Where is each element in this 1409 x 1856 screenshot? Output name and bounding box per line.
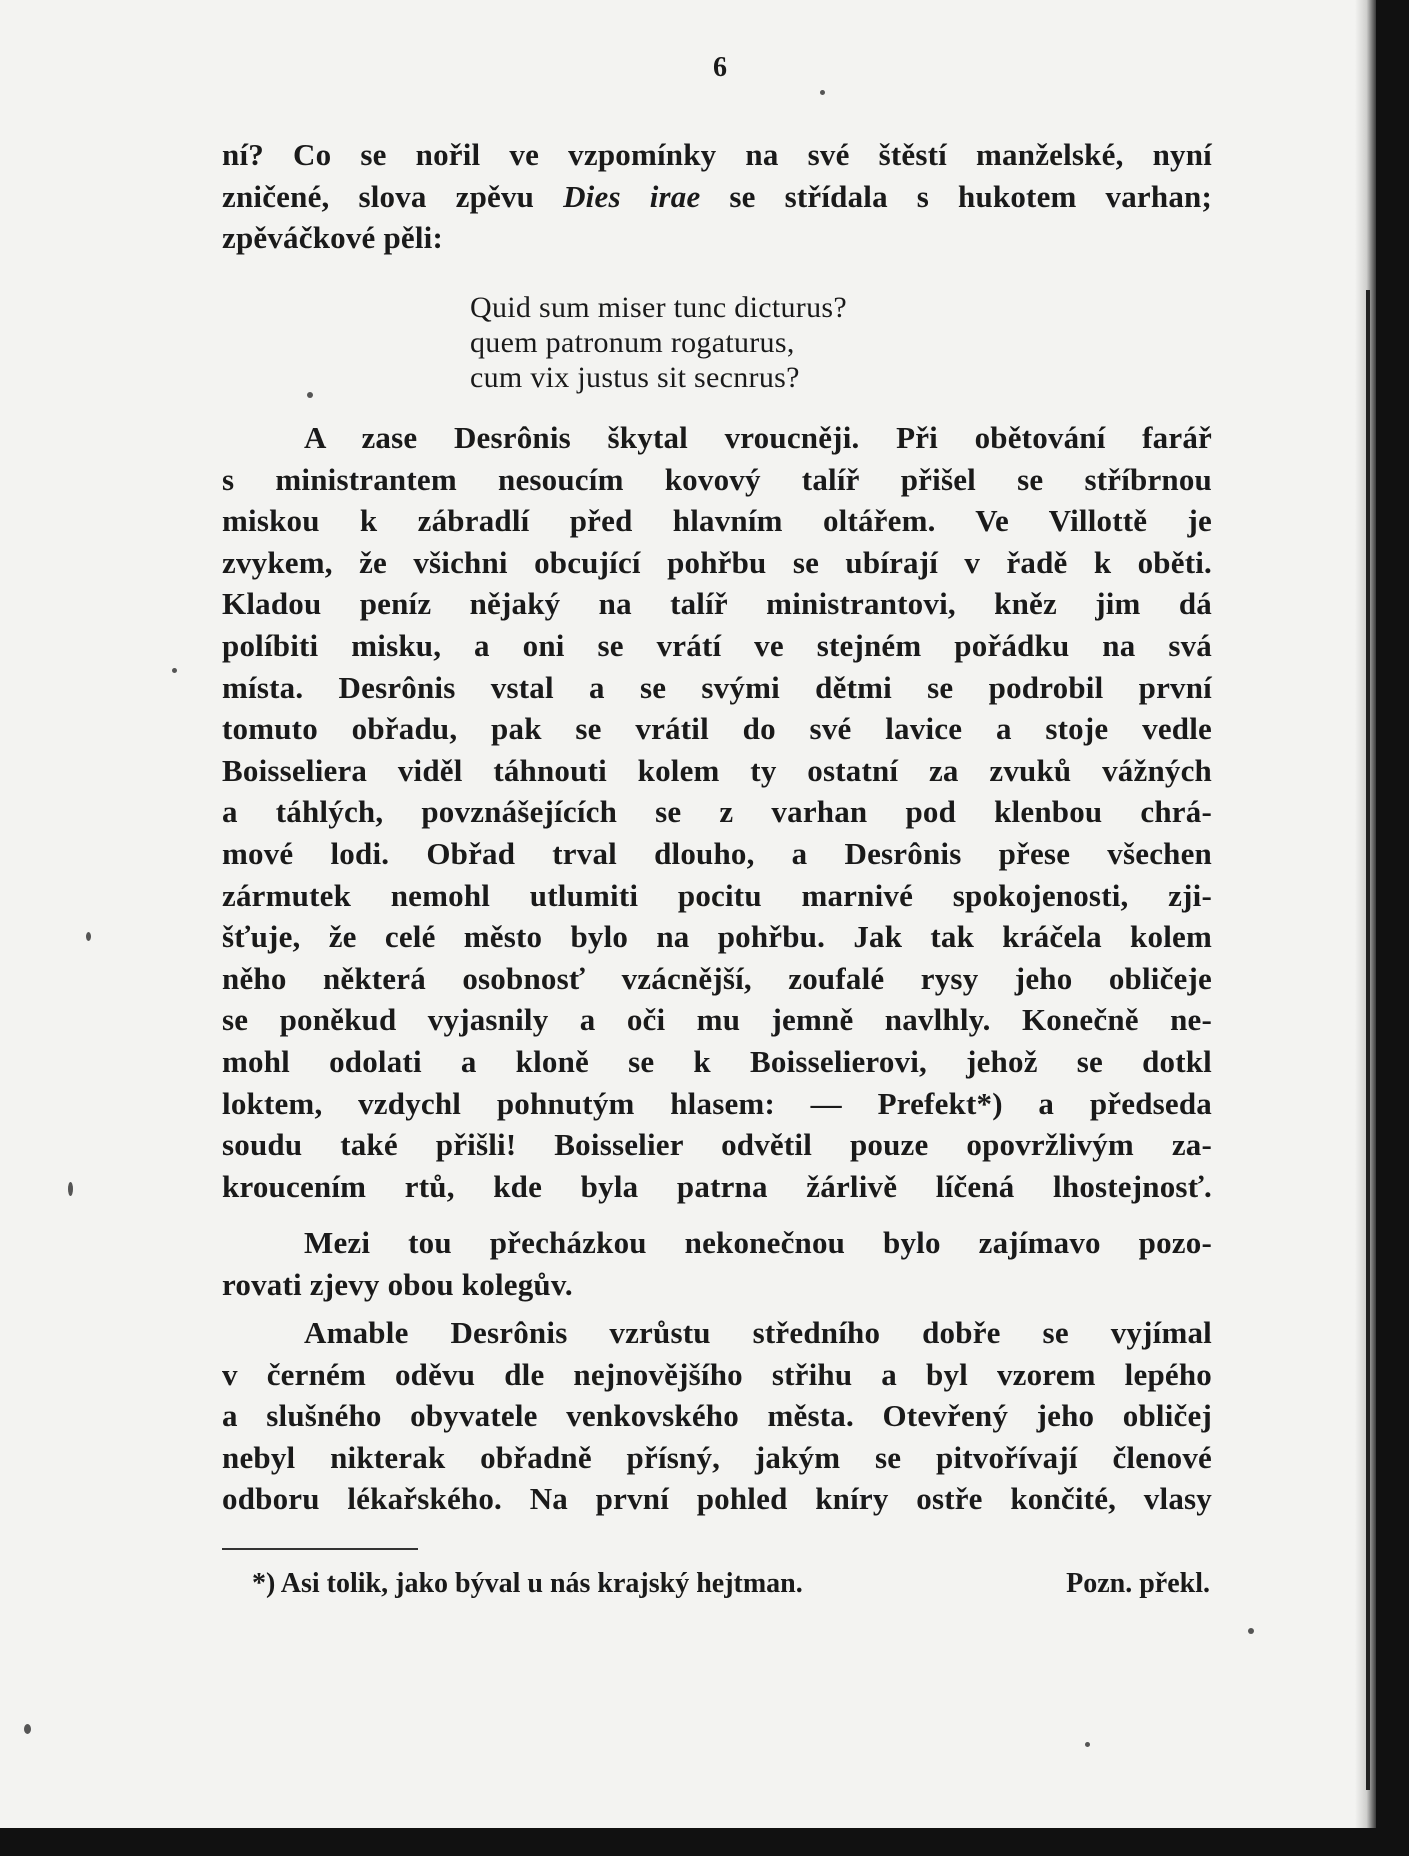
scan-speck xyxy=(68,1182,73,1196)
text-line: místa. Desrônis vstal a se svými dětmi se podrobil první xyxy=(222,669,1212,705)
footnote xyxy=(252,1568,1210,1600)
text-line: Boisseliera viděl táhnouti kolem ty ostatní za zvuků vážných xyxy=(222,752,1212,788)
footnote-rule xyxy=(222,1548,418,1550)
italic-title: Dies irae xyxy=(563,178,701,214)
verse-line: Quid sum miser tunc dicturus? xyxy=(470,291,847,324)
text-line: nebyl nikterak obřadně přísný, jakým se pitvořívají členové xyxy=(222,1439,1212,1475)
text-line: ní? Co se nořil ve vzpomínky na své štěstí manželské, nyní xyxy=(222,137,1212,172)
text-line: kroucením rtů, kde byla patrna žárlivě líčená lhostejnosť. xyxy=(222,1168,1212,1204)
verse-line: quem patronum rogaturus, xyxy=(470,326,795,359)
text-line: rovati zjevy obou kolegův. xyxy=(222,1266,573,1302)
binding-edge-line xyxy=(1366,290,1370,1790)
text-line: a táhlých, povznášejících se z varhan pod klenbou chrá- xyxy=(222,794,1212,830)
text-line: se poněkud vyjasnily a oči mu jemně navlhly. Konečně ne- xyxy=(222,1002,1212,1038)
text-line: mohl odolati a kloně se k Boisselierovi, jehož se dotkl xyxy=(222,1043,1212,1079)
text-line: zvykem, že všichni obcující pohřbu se ubírají v řadě k oběti. xyxy=(222,544,1212,580)
text-line: A zase Desrônis škytal vroucněji. Při obětování farář xyxy=(304,420,1212,455)
scan-speck xyxy=(820,90,825,95)
text-line xyxy=(222,176,1212,218)
latin-verse xyxy=(470,290,990,395)
text-line: v černém oděvu dle nejnovějšího střihu a byl vzorem lepého xyxy=(222,1356,1212,1392)
text-line: políbiti misku, a oni se vrátí ve stejném pořádku na svá xyxy=(222,627,1212,663)
text-line: zármutek nemohl utlumiti pocitu marnivé spokojenosti, zji- xyxy=(222,877,1212,913)
paragraph-2 xyxy=(222,417,1212,1207)
text-line: soudu také přišli! Boisselier odvětil pouze opovržlivým za- xyxy=(222,1127,1212,1163)
paragraph-4 xyxy=(222,1312,1212,1520)
scan-speck xyxy=(86,932,91,941)
paragraph-3 xyxy=(222,1222,1212,1305)
text-line: a slušného obyvatele venkovského města. Otevřený jeho obličej xyxy=(222,1398,1212,1434)
text-line: s ministrantem nesoucím kovový talíř přišel se stříbrnou xyxy=(222,461,1212,497)
text-line: šťuje, že celé město bylo na pohřbu. Jak tak kráčela kolem xyxy=(222,919,1212,955)
scan-speck xyxy=(24,1724,31,1734)
paragraph-1 xyxy=(222,134,1212,259)
scan-speck xyxy=(172,668,177,673)
scan-speck xyxy=(1248,1628,1254,1634)
text-span: zničené, slova zpěvu xyxy=(222,178,564,214)
footnote-text: *) Asi tolik, jako býval u nás krajský hejtman. xyxy=(252,1568,803,1599)
text-line: mové lodi. Obřad trval dlouho, a Desrônis přese všechen xyxy=(222,835,1212,871)
scan-speck xyxy=(1085,1742,1090,1747)
text-line: loktem, vzdychl pohnutým hlasem: — Prefekt*) a předseda xyxy=(222,1085,1212,1121)
text-line: Kladou peníz nějaký na talíř ministrantovi, kněz jim dá xyxy=(222,586,1212,622)
verse-line: cum vix justus sit secnrus? xyxy=(470,361,800,394)
text-line: tomuto obřadu, pak se vrátil do své lavice a stoje vedle xyxy=(222,711,1212,747)
text-line: zpěváčkové pěli: xyxy=(222,220,444,256)
scan-speck xyxy=(307,392,313,398)
text-line: Amable Desrônis vzrůstu středního dobře se vyjímal xyxy=(304,1315,1212,1350)
text-line: miskou k zábradlí před hlavním oltářem. Ve Villottě je xyxy=(222,503,1212,539)
text-line: něho některá osobnosť vzácnější, zoufalé rysy jeho obličeje xyxy=(222,960,1212,996)
text-line: Mezi tou přecházkou nekonečnou bylo zajímavo pozo- xyxy=(304,1225,1212,1260)
text-span: se střídala s hukotem varhan; xyxy=(700,178,1213,214)
page-number: 6 xyxy=(713,52,727,83)
footnote-translator-note: Pozn. překl. xyxy=(1066,1568,1210,1599)
text-line: odboru lékařského. Na první pohled kníry ostře končité, vlasy xyxy=(222,1481,1212,1517)
